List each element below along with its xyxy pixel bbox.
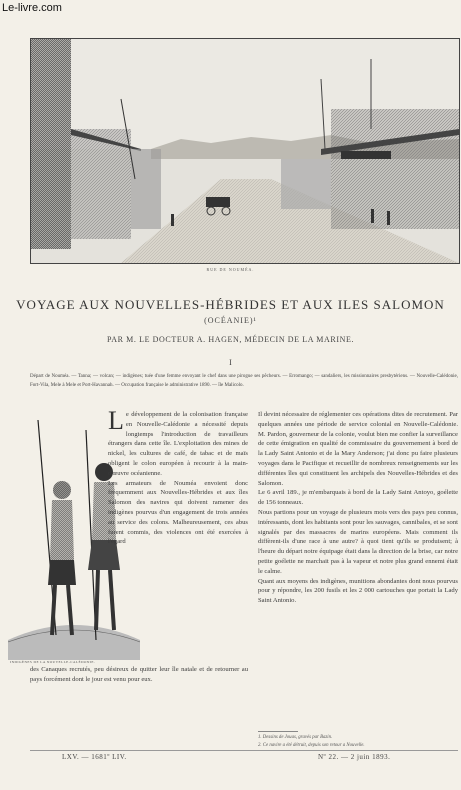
issue-number: LXV. — 1681º LIV. xyxy=(62,753,127,761)
street-engraving xyxy=(30,38,460,264)
plate-caption: RUE DE NOUMÉA. xyxy=(206,267,255,272)
chapter-summary: Départ de Nouméa. — Tanna; — volcan; — indigènes; tuée d'une femme envoyant le chef dans une pirogue ses pêcheurs. — Erromango; — sandaliers, les missionnaires presbytériens. — Nouvelle-Calédonie, Fort-Vila, Mele à Mele et Port-Havannah. — Occupation française le administrative 1890. — île Malicolo. xyxy=(30,374,458,388)
article-byline: PAR M. LE DOCTEUR A. HAGEN, MÉDECIN DE LA MARINE. xyxy=(106,335,355,344)
body-paragraph: Les armateurs de Nouméa envoient donc fréquemment aux Nouvelles-Hébrides et aux îles Salomon des navires qui doivent ramener des indigènes pourvus d'un engagement de trois années au service des colons. Malheureusement, ces abus furent commis, des violences ont été exercées à l'égard xyxy=(108,479,248,546)
footnotes xyxy=(258,731,458,750)
body-paragraph: Le développement de la colonisation française en Nouvelle-Calédonie a nécessité depuis longtemps l'introduction de travailleurs étrangers dans cette île. L'exploitation des mines de nickel, les cultures de café, de tabac et de maïs obligent le colon européen à recourir à la main-d'œuvre océanienne. xyxy=(108,406,248,477)
issue-date: Nº 22. — 2 juin 1893. xyxy=(318,753,391,761)
article-title: VOYAGE AUX NOUVELLES-HÉBRIDES ET AUX ILES SALOMON xyxy=(16,297,445,312)
right-column xyxy=(258,410,458,606)
footnote: 2. Ce navire a été détruit, depuis son retour a Nouvelle. xyxy=(258,743,365,748)
body-paragraph: Nous partions pour un voyage de plusieurs mois vers des pays peu connus, intéressants, dont les habitants sont pour les sauvages, cannibales, et se sont signalés par des massacres de marins européens. Mais comment ils diffèrent-ils d'une race à une autre? à quoi tient qu'ils se produisent; à l'heure du départ notre équipage était dans la direction de la brise, car notre petite goélette ne marchait pas à la vapeur et notre plus grand ennemi était le calme. xyxy=(258,508,458,575)
body-paragraph: Quant aux moyens des indigènes, munitions abondantes dont nous pourvus pour y répondre, les 200 fusils et les 2 000 cartouches que portait la Lady Saint Antonio. xyxy=(258,577,458,605)
left-column-continued xyxy=(30,665,248,685)
footnote: 1. Dessins de Jouas, gravés par Bazin. xyxy=(258,735,333,740)
section-number: I xyxy=(229,358,232,367)
watermark: Le-livre.com xyxy=(2,2,62,14)
article-subtitle: (OCÉANIE)¹ xyxy=(204,316,257,325)
drop-cap: L xyxy=(108,406,124,435)
body-paragraph: des Canaques recrutés, peu désireux de quitter leur île natale et de retourner au pays forcément dont le jour est venu pour eux. xyxy=(30,666,248,683)
left-column xyxy=(108,406,248,547)
figure-caption: INDIGÈNES DE LA NOUVELLE-CALÉDONIE. xyxy=(10,660,96,664)
body-paragraph: Le 6 avril 189., je m'embarquais à bord de la Lady Saint Antoyo, goélette de 156 tonneaux. xyxy=(258,489,458,507)
footer-rule xyxy=(30,750,458,751)
body-paragraph: Il devint nécessaire de réglementer ces opérations dites de recrutement. Par quelques années une période de service colonial en Nouvelle-Calédonie. M. Pardon, gouverneur de la colonie, voulut bien me confier la surveillance de cette émigration en qualité de commissaire du gouvernement à bord de la Lady Saint Antonio et de la Mary Anderson; j'ai donc pu faire plusieurs voyages dans le Pacifique et recueillir de nombreux renseignements sur les différentes îles qui constituent les archipels des Nouvelles-Hébrides et des Salomon. xyxy=(258,411,458,487)
footnote-rule xyxy=(258,731,298,732)
